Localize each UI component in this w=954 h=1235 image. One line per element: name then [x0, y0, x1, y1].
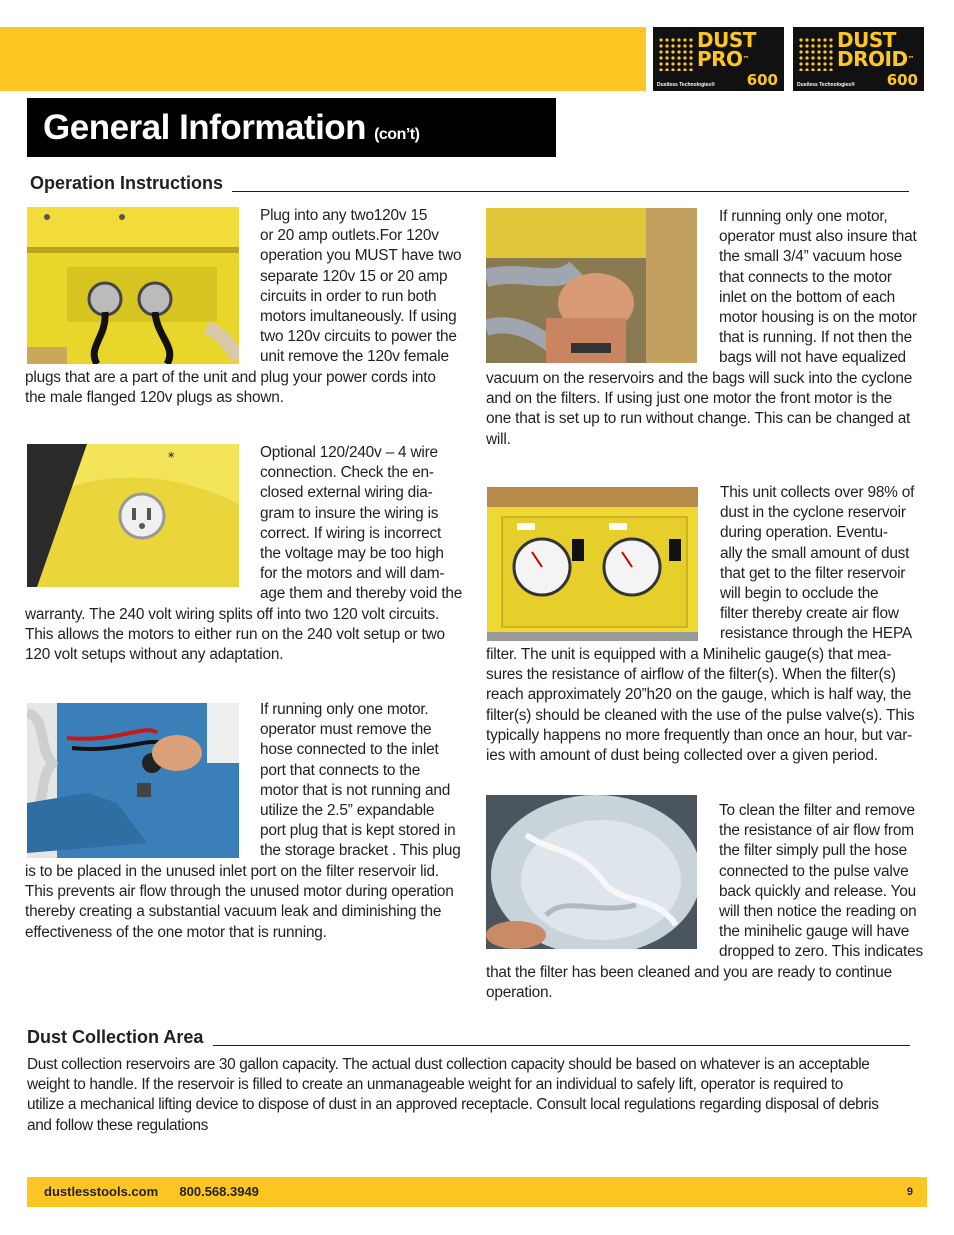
photo-filter [486, 795, 697, 949]
footer-bar [27, 1177, 927, 1207]
text-line: the male flanged 120v plugs as shown. [25, 389, 284, 407]
text-line: hose connected to the inlet [260, 741, 439, 759]
footer-contact [44, 1184, 259, 1199]
page-title-suffix: (con’t) [374, 126, 420, 143]
text-line: port that connects to the [260, 761, 421, 779]
paragraph-plug-in-intro [260, 206, 461, 368]
photo-port-plug [27, 703, 239, 858]
text-line: port plug that is kept stored in [260, 822, 456, 840]
text-line: Optional 120/240v – 4 wire [260, 444, 438, 461]
text-line: dust in the cyclone reservoir [720, 504, 906, 522]
text-line: unit remove the 120v female [260, 348, 449, 366]
dot-grid-icon [798, 37, 834, 71]
text-line: thereby creating a substantial vacuum leak and diminishing the [25, 903, 442, 921]
text-line: warranty. The 240 volt wiring splits off into two 120 volt circuits. [25, 606, 440, 623]
text-line: that connects to the motor [719, 268, 892, 286]
text-line: one that is set up to run without change. This can be changed at [486, 410, 911, 428]
text-line: bags will not have equalized [719, 349, 906, 367]
text-line: Dust collection reservoirs are 30 gallon capacity. The actual dust collection capacity should be based on whatever is an acceptable [27, 1056, 870, 1073]
photo-receptacle [27, 444, 239, 587]
logo-line2: DROID™ [837, 47, 915, 71]
text-line: will then notice the reading on [719, 903, 917, 921]
text-line: This allows the motors to either run on the 240 volt setup or two [25, 626, 445, 644]
text-line: 120 volt setups without any adaptation. [25, 646, 284, 664]
text-line: operation you MUST have two [260, 247, 462, 265]
text-line: during operation. Eventu- [720, 524, 888, 542]
logo-model: 600 [886, 71, 918, 89]
text-line: age them and thereby void the [260, 585, 463, 603]
text-line: two 120v circuits to power the [260, 328, 457, 346]
text-line: or 20 amp outlets.For 120v [260, 227, 439, 245]
text-line: and on the filters. If using just one motor the front motor is the [486, 390, 892, 408]
text-line: reach approximately 20”h20 on the gauge, which is half way, the [486, 686, 912, 704]
svg-text:∗: ∗ [167, 450, 176, 461]
photo-gauges [487, 487, 698, 641]
text-line: the small 3/4” vacuum hose [719, 248, 902, 266]
text-line: the filter simply pull the hose [719, 842, 907, 860]
text-line: ies with amount of dust being collected over a given period. [486, 747, 878, 765]
paragraph-one-motor-cont [25, 862, 454, 943]
text-line: utilize a mechanical lifting device to dispose of dust in an approved receptacle. Consult local regulations regarding disposal of debris [27, 1096, 879, 1114]
text-line: This prevents air flow through the unused motor during operation [25, 883, 454, 901]
text-line: filter. The unit is equipped with a Minihelic gauge(s) that mea- [486, 646, 892, 663]
text-line: inlet on the bottom of each [719, 288, 895, 306]
text-line: operator must remove the [260, 721, 432, 739]
text-line: back quickly and release. You [719, 882, 916, 900]
section-heading-dust-collection: Dust Collection Area [27, 1027, 204, 1047]
text-line: operation. [486, 984, 553, 1002]
text-line: gram to insure the wiring is [260, 504, 439, 522]
paragraph-vacuum-hose-intro [719, 207, 917, 369]
text-line: the voltage may be too high [260, 545, 444, 563]
text-line: the resistance of air flow from [719, 822, 914, 840]
text-line: Plug into any two120v 15 [260, 207, 428, 224]
text-line: is to be placed in the unused inlet port on the filter reservoir lid. [25, 863, 439, 880]
text-line: that is running. If not then the [719, 329, 912, 347]
page-title: General Information (con’t) [43, 108, 420, 147]
text-line: If running only one motor, [719, 208, 888, 225]
text-line: operator must also insure that [719, 228, 917, 246]
paragraph-vacuum-hose-cont [486, 369, 912, 450]
paragraph-clean-filter-cont [486, 963, 892, 1003]
page-title-box [27, 98, 556, 157]
heading-rule [232, 191, 909, 192]
text-line: that the filter has been cleaned and you are ready to continue [486, 964, 893, 981]
dust-droid-logo [793, 27, 924, 91]
paragraph-dust-collection [27, 1055, 879, 1136]
text-line: utilize the 2.5” expandable [260, 802, 435, 820]
text-line: for the motors and will dam- [260, 565, 445, 583]
paragraph-wiring-cont [25, 605, 445, 666]
text-line: circuits in order to run both [260, 287, 437, 305]
text-line: ally the small amount of dust [720, 544, 910, 562]
paragraph-one-motor-intro [260, 700, 461, 862]
footer-website[interactable]: dustlesstools.com [44, 1184, 159, 1199]
text-line: motor housing is on the motor [719, 309, 917, 327]
text-line: filter thereby create air flow [720, 605, 899, 623]
text-line: resistance through the HEPA [720, 625, 912, 643]
text-line: sures the resistance of airflow of the filter(s). When the filter(s) [486, 666, 896, 684]
paragraph-clean-filter-intro [719, 801, 923, 963]
text-line: typically happens no more frequently than once an hour, but var- [486, 726, 913, 744]
dust-pro-logo [653, 27, 784, 91]
section-heading-operation: Operation Instructions [30, 173, 224, 193]
photo-plugs [27, 207, 239, 364]
text-line: motors imultaneously. If using [260, 308, 457, 326]
text-line: To clean the filter and remove [719, 802, 915, 819]
text-line: connected to the pulse valve [719, 862, 909, 880]
paragraph-plug-in-cont [25, 368, 436, 408]
text-line: effectiveness of the one motor that is running. [25, 923, 327, 941]
text-line: correct. If wiring is incorrect [260, 524, 442, 542]
text-line: motor that is not running and [260, 781, 451, 799]
text-line: If running only one motor. [260, 701, 429, 718]
text-line: closed external wiring dia- [260, 484, 433, 502]
dot-grid-icon [658, 37, 694, 71]
footer-phone: 800.568.3949 [179, 1184, 259, 1199]
text-line: This unit collects over 98% of [720, 484, 915, 501]
text-line: connection. Check the en- [260, 464, 434, 482]
page-number: 9 [906, 1186, 913, 1198]
paragraph-gauge-cont [486, 645, 914, 766]
logo-line1: DUST [837, 28, 896, 52]
text-line: will begin to occlude the [720, 585, 879, 603]
text-line: filter(s) should be cleaned with the use of the pulse valve(s). This [486, 706, 915, 724]
logo-line1: DUST [697, 28, 756, 52]
text-line: separate 120v 15 or 20 amp [260, 267, 448, 285]
text-line: and follow these regulations [27, 1116, 208, 1134]
text-line: that get to the filter reservoir [720, 564, 906, 582]
photo-vacuum-hose [486, 208, 697, 363]
text-line: the storage bracket . This plug [260, 842, 461, 860]
text-line: the minihelic gauge will have [719, 923, 910, 941]
text-line: plugs that are a part of the unit and plug your power cords into [25, 369, 436, 386]
text-line: dropped to zero. This indicates [719, 943, 923, 961]
text-line: will. [486, 430, 511, 448]
paragraph-gauge-intro [720, 483, 914, 645]
text-line: weight to handle. If the reservoir is filled to create an unmanageable weight for an individual to safely lift, operator is required to [27, 1076, 843, 1094]
text-line: vacuum on the reservoirs and the bags will suck into the cyclone [486, 370, 913, 387]
logo-model: 600 [746, 71, 778, 89]
logo-line2: PRO™ [697, 47, 750, 71]
header-bar [0, 27, 646, 91]
paragraph-wiring-intro [260, 443, 462, 605]
logo-brand: Dustless Technologies® [797, 82, 855, 88]
heading-rule [213, 1045, 910, 1046]
logo-brand: Dustless Technologies® [657, 82, 715, 88]
